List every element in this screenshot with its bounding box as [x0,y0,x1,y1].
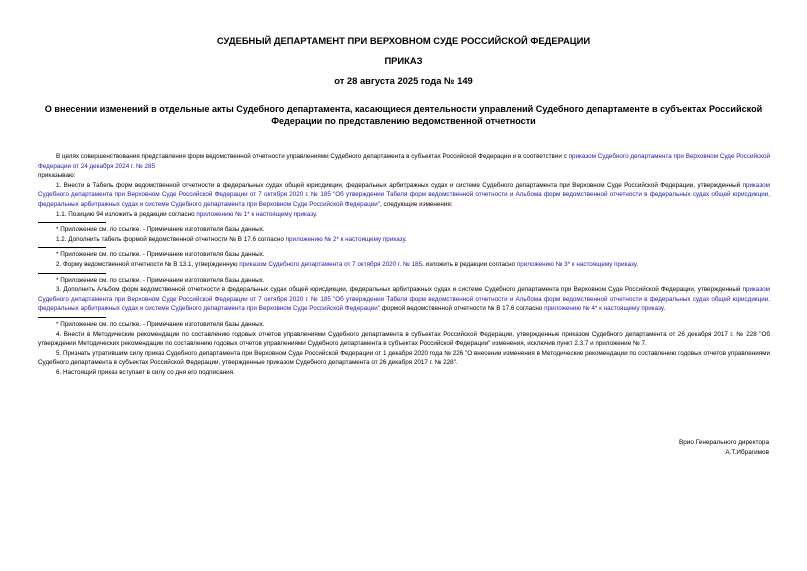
item-6: 6. Настоящий приказ вступает в силу со дня его подписания. [56,368,235,376]
issuing-organization: СУДЕБНЫЙ ДЕПАРТАМЕНТ ПРИ ВЕРХОВНОМ СУДЕ РОССИЙСКОЙ ФЕДЕРАЦИИ [216,35,591,46]
link-order-185-album[interactable]: приказом Судебного департамента при Верховном Суде Российской Федерации от 7 октября 2020 г. № 185 "Об утверждении Табеля форм ведомственной отчетности и Альбома форм ведомственной отчетности в федеральных судах общей юрисдикции, федеральных арбитражных судах и системе Судебного департамента при Верховном Суде Российской Федерации" [38,286,770,313]
link-appendix-4[interactable]: приложению № 4* к настоящему приказу [544,305,664,313]
item-3: 3. Дополнить Альбом форм ведомственной отчетности в федеральных судах общей юрисдикции, федеральных арбитражных судах и системе Судебного департамента при Верховном Суде Российской Федерации, утвержденный приказом Судебного департамента при Верховном Суде Российской Федерации от 7 октября 2020 г. № 185 "Об утверждении Табеля форм ведомственной отчетности и Альбома форм ведомственной отчетности в федеральных судах общей юрисдикции, федеральных арбитражных судах и системе Судебного департамента при Верховном Суде Российской Федерации" формой ведомственной отчетности № В 17.6 согласно приложению № 4* к настоящему приказу. [38,286,770,313]
footnote-note: * Приложение см. по ссылке. - Примечание изготовителя базы данных. [56,226,265,234]
document-subject: О внесении изменений в отдельные акты Судебного департамента, касающиеся деятельности управлений Судебного департаменте в субъектах Российской Федерации по представлению ведомственной отчетности [44,104,763,126]
link-appendix-1[interactable]: приложению № 1* к настоящему приказу [196,210,316,218]
signature-block [679,438,769,458]
link-order-285[interactable]: приказом Судебного департамента при Верховном Суде Российской Федерации от 24 декабря 2024 г. № 285 [38,153,770,170]
footnote-note: * Приложение см. по ссылке. - Примечание изготовителя базы данных. [56,251,265,259]
document-body [38,152,770,377]
footnote-note: * Приложение см. по ссылке. - Примечание изготовителя базы данных. [56,320,265,328]
item-1: 1. Внести в Табель форм ведомственной отчетности в федеральных судах общей юрисдикции, федеральных арбитражных судах и системе Судебного департамента при Верховном Суде Российской Федерации, утвержденный приказом Судебного департамента при Верховном Суде Российской Федерации от 7 октября 2020 г. № 185 "Об утверждении Табеля форм ведомственной отчетности и Альбома форм ведомственной отчетности в федеральных судах общей юрисдикции, федеральных арбитражных судах и системе Судебного департамента при Верховном Суде Российской Федерации", следующие изменения: [38,181,770,208]
signatory-position: Врио Генерального директора [679,439,769,446]
footnote-divider [38,247,106,248]
link-order-185-short[interactable]: приказом Судебного департамента от 7 октября 2020 г. № 185 [239,260,422,268]
order-word: приказываю: [38,172,76,180]
item-4: 4. Внести в Методические рекомендации по составлению годовых отчетов управлениями Судебного департамента в субъектах Российской Федерации, утвержденные приказом Судебного департамента от 26 декабря 2017 г. № 228 "Об утверждении Методических рекомендации по составлению годовых отчетов управлениями Судебного департамента в субъектах Российской Федерации" изменения, исключив пункт 2.3.7 и приложение № 7. [38,330,770,348]
link-order-185[interactable]: приказом Судебного департамента при Верховном Суде Российской Федерации от 7 октября 2020 г. № 185 "Об утверждении Табеля форм ведомственной отчетности и Альбома форм ведомственной отчетности в федеральных судах общей юрисдикции, федеральных арбитражных судах и системе Судебного департамента при Верховном Суде Российской Федерации" [38,181,770,208]
link-appendix-3[interactable]: приложению № 3* к настоящему приказу [516,260,637,268]
item-1-1: 1.1. Позицию 94 изложить в редакции согласно приложению № 1* к настоящему приказу. [56,210,318,218]
footnote-note: * Приложение см. по ссылке. - Примечание изготовителя базы данных. [56,276,265,284]
footnote-divider [38,273,106,274]
item-2: 2. Форму ведомственной отчетности № В 13.1, утвержденную приказом Судебного департамента от 7 октября 2020 г. № 185, изложить в редакции согласно приложению № 3* к настоящему приказу. [56,260,638,268]
preamble-paragraph: В целях совершенствования представления форм ведомственной отчетности управлениями Судебного департамента в субъектах Российской Федерации и в соответствии с приказом Судебного департамента при Верховном Суде Российской Федерации от 24 декабря 2024 г. № 285 [38,153,770,170]
link-appendix-2[interactable]: приложению № 2* к настоящему приказу [285,235,405,243]
signatory-name: А.Т.Ибрагимов [725,449,769,456]
footnote-divider [38,317,106,318]
footnote-divider [38,222,106,223]
item-1-2: 1.2. Дополнить табель формой ведомственной отчетности № В 17.6 согласно приложению № 2* к настоящему приказу. [56,235,407,243]
item-5: 5. Признать утратившим силу приказ Судебного департамента при Верховном Суде Российской Федерации от 1 декабря 2020 года № 226 "О внесении изменения в Методические рекомендации по составлению годовых отчетов управлениями Судебного департамента в субъектах Российской Федерации, утвержденные приказом Судебного департамента от 26 декабря 2017 г. № 228". [38,349,770,367]
document-type: ПРИКАЗ [384,55,423,66]
document-date-number: от 28 августа 2025 года № 149 [334,75,473,86]
